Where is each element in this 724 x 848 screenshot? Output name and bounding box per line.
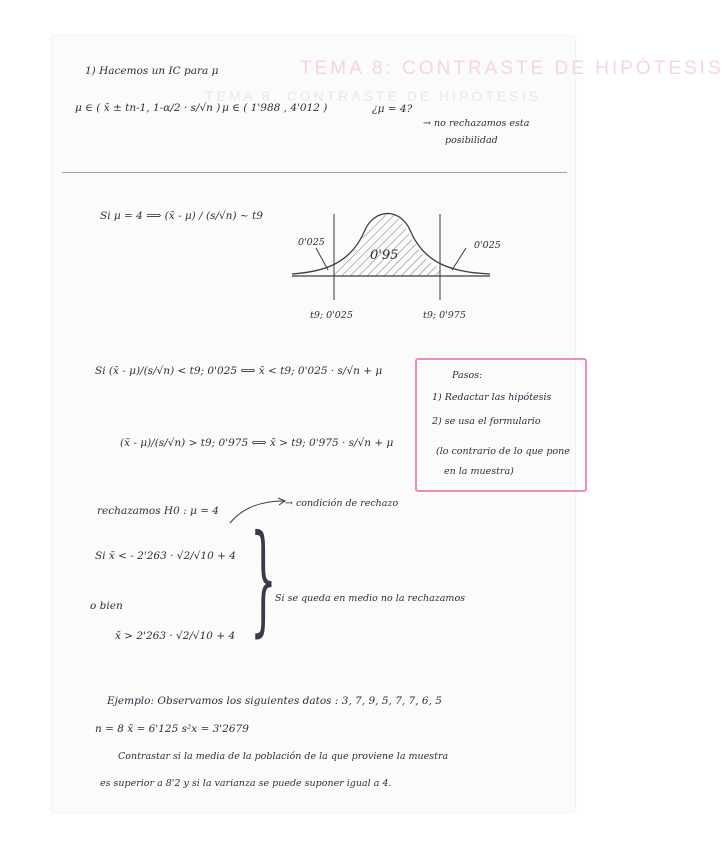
graph-right-tail: 0'025	[474, 240, 501, 251]
graph-left-tail: 0'025	[298, 237, 325, 248]
question-mu: ¿μ = 4?	[372, 103, 413, 115]
steps-item-3: (lo contrario de lo que pone	[436, 446, 570, 457]
steps-item-2: 2) se usa el formulario	[432, 416, 541, 427]
divider-line	[62, 172, 567, 173]
formula-ic-values: μ ∈ ( 1'988 , 4'012 )	[222, 102, 328, 114]
graph-t-lower: t9; 0'025	[310, 310, 353, 321]
formula-lower-rejection: Si (x̄ - μ)/(s/√n) < t9; 0'025 ⟺ x̄ < t9; 0'025 · s/√n + μ	[95, 365, 383, 377]
reject-condition-lower: Si x̄ < - 2'263 · √2/√10 + 4	[95, 550, 236, 562]
formula-upper-rejection: (x̄ - μ)/(s/√n) > t9; 0'975 ⟺ x̄ > t9; 0'975 · s/√n + μ	[120, 437, 394, 449]
watermark-title-second: TEMA 8: CONTRASTE DE HIPÓTESIS	[205, 88, 541, 104]
example-stats: n = 8 x̄ = 6'125 s²x = 3'2679	[95, 723, 249, 735]
example-question-1: Contrastar si la media de la población de la que proviene la muestra	[118, 751, 449, 762]
graph-center-area: 0'95	[370, 248, 399, 263]
line-ic: 1) Hacemos un IC para μ	[85, 65, 219, 77]
formula-ic: μ ∈ ( x̄ ± tn-1, 1-α/2 · s/√n )	[75, 102, 221, 114]
steps-item-1: 1) Redactar las hipótesis	[432, 392, 552, 403]
steps-title: Pasos:	[452, 370, 483, 381]
note-possibility: posibilidad	[445, 135, 498, 146]
note-no-reject: → no rechazamos esta	[423, 118, 530, 129]
curly-brace: }	[250, 510, 277, 649]
rejection-condition-label: → condición de rechazo	[285, 498, 399, 509]
or-else: o bien	[90, 600, 123, 612]
reject-condition-upper: x̄ > 2'263 · √2/√10 + 4	[115, 630, 236, 642]
graph-t-upper: t9; 0'975	[423, 310, 466, 321]
watermark-title: TEMA 8: CONTRASTE DE HIPÓTESIS	[300, 58, 724, 79]
formula-test-statistic: Si μ = 4 ⟹ (x̄ - μ) / (s/√n) ~ t9	[100, 210, 263, 222]
reject-h0: rechazamos H0 : μ = 4	[97, 505, 219, 517]
example-question-2: es superior a 8'2 y si la varianza se puede suponer igual a 4.	[100, 778, 392, 789]
steps-item-4: en la muestra)	[444, 466, 514, 477]
example-data: Ejemplo: Observamos los siguientes datos : 3, 7, 9, 5, 7, 7, 6, 5	[107, 695, 442, 707]
not-reject-note: Si se queda en medio no la rechazamos	[275, 593, 466, 604]
